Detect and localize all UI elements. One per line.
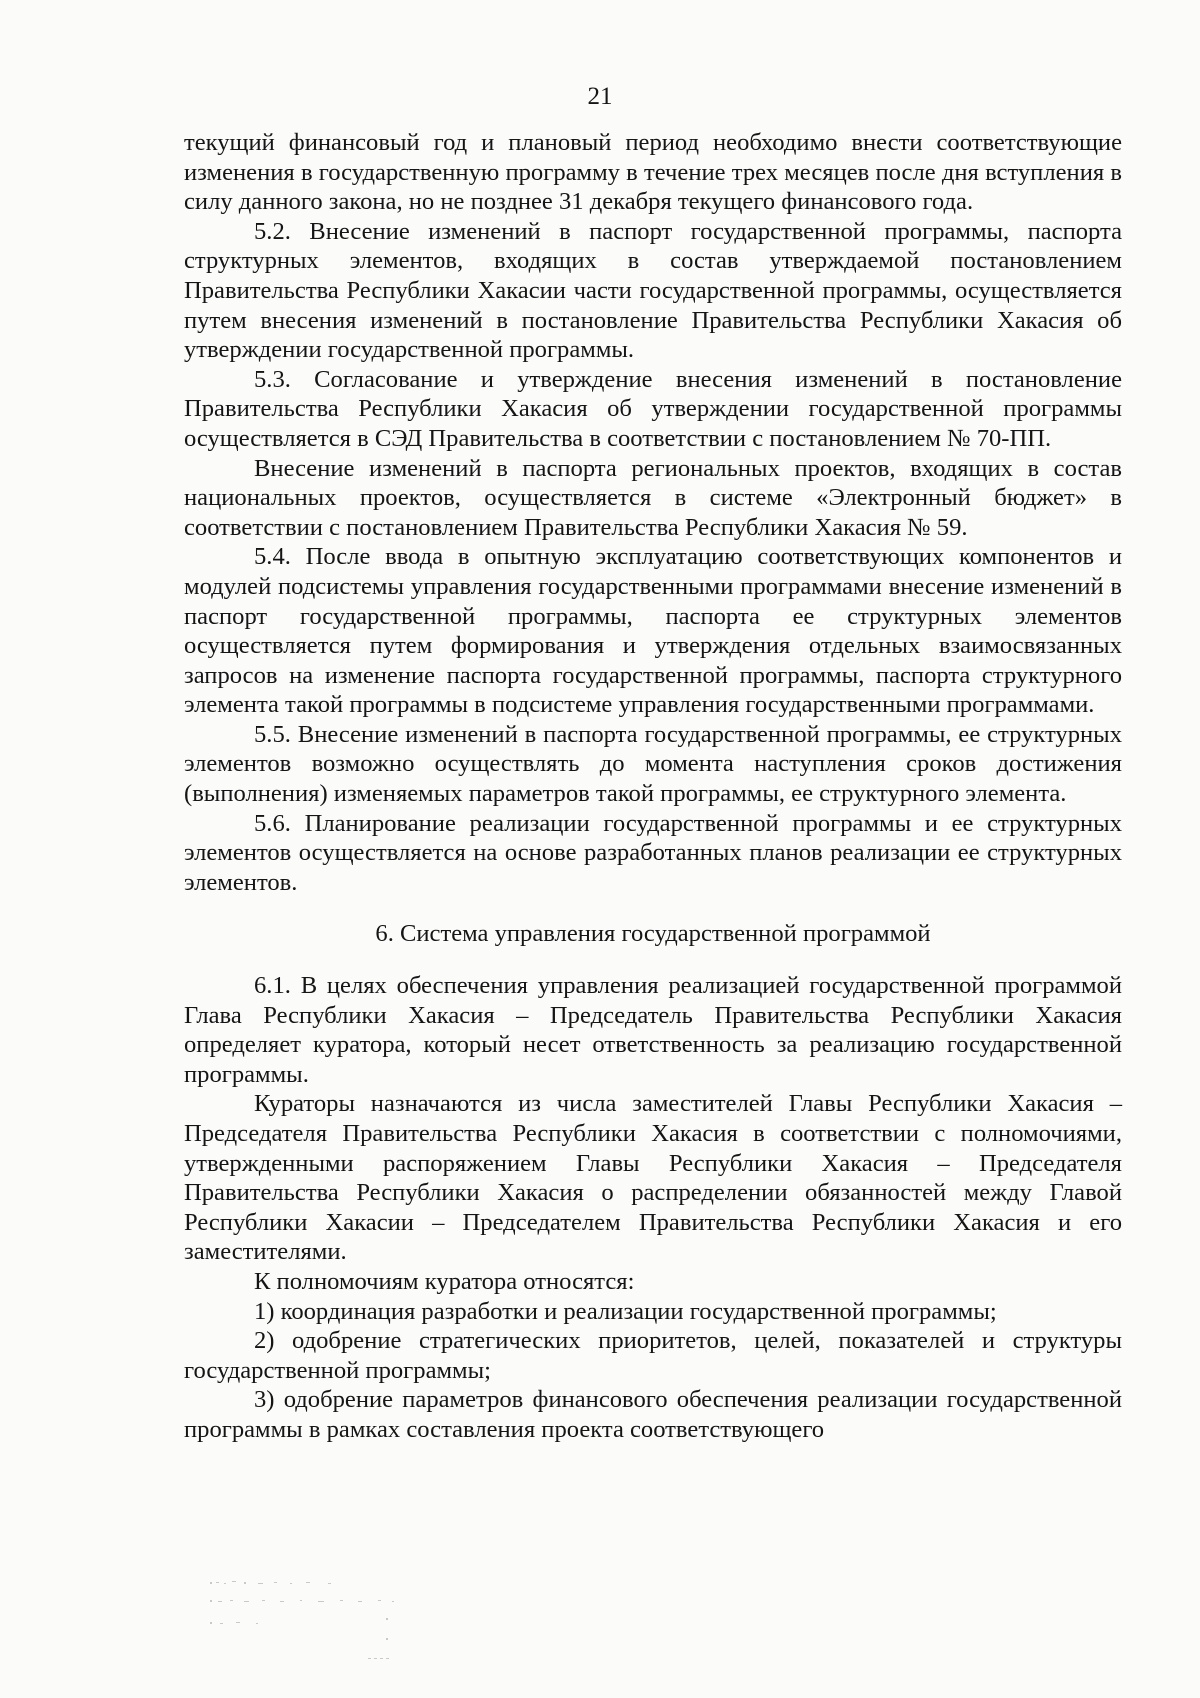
paragraph-5-4: 5.4. После ввода в опытную эксплуатацию соответствующих компонентов и модулей подсистемы управления государственными программами внесение изменений в паспорт государственной программы, паспорта ее структурных элементов осуществляется путем формирования и утверждения отдельных взаимосвязанных запросов на изменение паспорта государственной программы, паспорта структурного элемента такой программы в подсистеме управления государственными программами. — [184, 543, 1122, 719]
section-heading: 6. Система управления государственной программой — [375, 920, 931, 948]
paragraph-5-3: 5.3. Согласование и утверждение внесения изменений в постановление Правительства Республики Хакасия об утверждении государственной программы осуществляется в СЭД Правительства в соответствии с постановлением № 70-ПП. — [184, 365, 1122, 452]
paragraph-curators: Кураторы назначаются из числа заместителей Главы Республики Хакасия – Председателя Правительства Республики Хакасия в соответствии с полномочиями, утвержденными распоряжением Главы Республики Хакасия – Председателя Правительства Республики Хакасия о распределении обязанностей между Главой Республики Хакасии – Председателем Правительства Республики Хакасия и его заместителями. — [184, 1090, 1122, 1266]
paragraph-regional-projects: Внесение изменений в паспорта региональных проектов, входящих в состав национальных проектов, осуществляется в системе «Электронный бюджет» в соответствии с постановлением Правительства Республики Хакасия № 59. — [184, 454, 1122, 541]
paragraph-continuation: текущий финансовый год и плановый период необходимо внести соответствующие изменения в государственную программу в течение трех месяцев после дня вступления в силу данного закона, но не позднее 31 декабря текущего финансового года. — [184, 129, 1122, 216]
paragraph-5-5: 5.5. Внесение изменений в паспорта государственной программы, ее структурных элементов возможно осуществлять до момента наступления сроков достижения (выполнения) изменяемых параметров такой программы, ее структурного элемента. — [184, 720, 1122, 808]
list-item-3: 3) одобрение параметров финансового обеспечения реализации государственной программы в рамках составления проекта соответствующего — [184, 1386, 1122, 1443]
list-item-1: 1) координация разработки и реализации государственной программы; — [254, 1297, 997, 1325]
document-body — [184, 128, 1122, 1445]
paragraph-curator-powers-intro: К полномочиям куратора относятся: — [254, 1267, 635, 1295]
paragraph-5-2: 5.2. Внесение изменений в паспорт государственной программы, паспорта структурных элементов, входящих в состав утверждаемой постановлением Правительства Республики Хакасии части государственной программы, осуществляется путем внесения изменений в постановление Правительства Республики Хакасия об утверждении государственной программы. — [184, 217, 1122, 364]
scan-artifact — [210, 1578, 450, 1668]
paragraph-6-1: 6.1. В целях обеспечения управления реализацией государственной программой Глава Республики Хакасия – Председатель Правительства Республики Хакасия определяет куратора, который несет ответственность за реализацию государственной программы. — [184, 972, 1122, 1088]
list-item-2: 2) одобрение стратегических приоритетов, целей, показателей и структуры государственной программы; — [184, 1327, 1122, 1384]
page-number: 21 — [587, 83, 613, 110]
paragraph-5-6: 5.6. Планирование реализации государственной программы и ее структурных элементов осуществляется на основе разработанных планов реализации ее структурных элементов. — [184, 809, 1122, 896]
